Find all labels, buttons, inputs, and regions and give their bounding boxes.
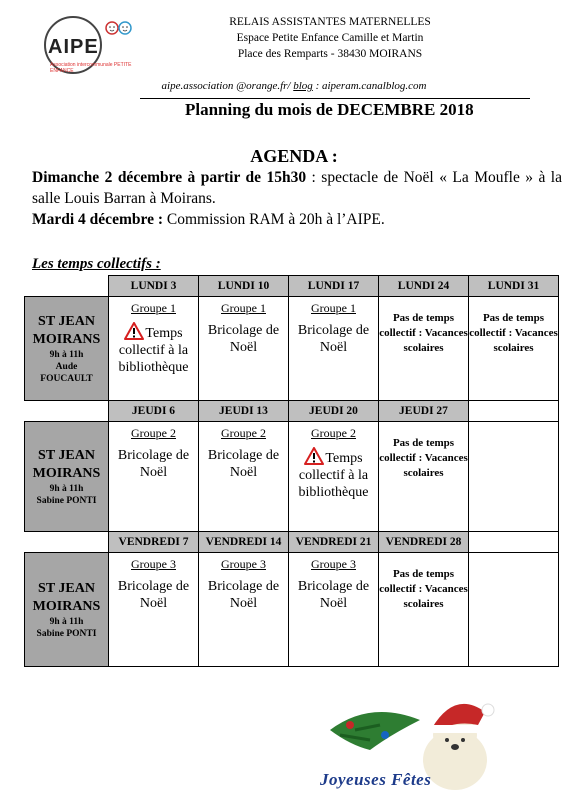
divider [140, 98, 530, 99]
activity-label: Bricolage de Noël [117, 448, 190, 480]
day-header: LUNDI 3 [109, 276, 199, 297]
site-hours: 9h à 11h [49, 483, 84, 494]
day-header: VENDREDI 28 [379, 532, 469, 553]
activity-cell [469, 297, 559, 401]
day-header: VENDREDI 14 [199, 532, 289, 553]
logo-subtitle: Association intercommunale PETITE ENFANCE [50, 62, 132, 74]
group-label: Groupe 1 [311, 301, 356, 315]
site-name2: MOIRANS [32, 598, 101, 614]
blank-cell [25, 276, 109, 297]
group-label: Groupe 1 [221, 301, 266, 315]
site-cell [25, 422, 109, 532]
group-label: Groupe 1 [131, 301, 176, 315]
site-hours: 9h à 11h [49, 349, 84, 360]
activity-cell [379, 422, 469, 532]
day-header [469, 401, 559, 422]
day-header: VENDREDI 21 [289, 532, 379, 553]
header-row [25, 401, 559, 422]
blank-cell [25, 401, 109, 422]
site-hours: 9h à 11h [49, 616, 84, 627]
group-label: Groupe 2 [311, 426, 356, 440]
agenda-text [32, 167, 562, 230]
activity-cell [379, 297, 469, 401]
site-person: Sabine PONTI [36, 495, 97, 506]
activity-label: Temps collectif à la bibliothèque [118, 326, 189, 375]
site-person-2: FOUCAULT [40, 373, 93, 384]
group-label: Groupe 3 [311, 557, 356, 571]
activity-cell [199, 422, 289, 532]
blank-cell [25, 532, 109, 553]
site-cell [25, 553, 109, 667]
header-line3: Place des Remparts - 38430 MOIRANS [237, 48, 423, 60]
site-person: Sabine PONTI [36, 628, 97, 639]
agenda-item1-date: Dimanche 2 décembre à partir de 15h30 [32, 169, 307, 186]
site-cell [25, 297, 109, 401]
activity-label: Bricolage de Noël [207, 323, 280, 355]
header-row [25, 276, 559, 297]
activity-cell [379, 553, 469, 667]
schedule-table [24, 275, 559, 667]
activity-cell [199, 297, 289, 401]
agenda-item2-date: Mardi 4 décembre : [32, 211, 163, 228]
activity-label: Bricolage de Noël [297, 323, 370, 355]
day-header: JEUDI 6 [109, 401, 199, 422]
page-title: Planning du mois de DECEMBRE 2018 [185, 100, 474, 119]
agenda-heading: AGENDA : [250, 146, 338, 166]
no-session-note: Pas de temps collectif : Vacances scolaires [379, 437, 468, 479]
day-header: VENDREDI 7 [109, 532, 199, 553]
joyeuses-fetes-text: Joyeuses Fêtes [320, 770, 432, 789]
section-title: Les temps collectifs : [32, 256, 161, 272]
site-name2: MOIRANS [32, 331, 101, 347]
activity-cell [109, 297, 199, 401]
activity-cell [289, 422, 379, 532]
blog-url[interactable]: : aiperam.canalblog.com [315, 80, 427, 92]
group-label: Groupe 3 [221, 557, 266, 571]
schedule-row [25, 297, 559, 401]
no-session-note: Pas de temps collectif : Vacances scolaires [379, 312, 468, 354]
group-label: Groupe 2 [221, 426, 266, 440]
logo-name: AIPE [48, 36, 99, 58]
group-label: Groupe 3 [131, 557, 176, 571]
day-header: LUNDI 10 [199, 276, 289, 297]
day-header: JEUDI 13 [199, 401, 289, 422]
activity-label: Bricolage de Noël [117, 579, 190, 611]
activity-cell [109, 553, 199, 667]
site-person: Aude [55, 361, 78, 372]
site-name1: ST JEAN [38, 447, 95, 463]
agenda-item2-text: Commission RAM à 20h à l’AIPE. [163, 211, 385, 228]
schedule-row [25, 422, 559, 532]
no-session-note: Pas de temps collectif : Vacances scolaires [469, 312, 558, 354]
no-session-note: Pas de temps collectif : Vacances scolaires [379, 568, 468, 610]
email[interactable]: aipe.association @orange.fr/ [161, 80, 291, 92]
activity-cell [469, 553, 559, 667]
site-name1: ST JEAN [38, 313, 95, 329]
activity-cell [289, 553, 379, 667]
agenda-item1-text: : spectacle de Noël « La Moufle » à la salle Louis Barran à Moirans. [32, 169, 562, 207]
activity-label: Temps collectif à la bibliothèque [298, 451, 369, 500]
activity-label: Bricolage de Noël [297, 579, 370, 611]
warning-icon [124, 322, 144, 340]
header-line2: Espace Petite Enfance Camille et Martin [236, 32, 424, 44]
warning-icon [304, 447, 324, 465]
blog-label[interactable]: blog [293, 80, 313, 92]
activity-cell [289, 297, 379, 401]
site-name1: ST JEAN [38, 580, 95, 596]
activity-label: Bricolage de Noël [207, 579, 280, 611]
day-header: LUNDI 31 [469, 276, 559, 297]
contact-line [0, 80, 588, 92]
schedule-row [25, 553, 559, 667]
activity-cell [199, 553, 289, 667]
activity-label: Bricolage de Noël [207, 448, 280, 480]
site-name2: MOIRANS [32, 465, 101, 481]
activity-cell [109, 422, 199, 532]
header-line1: RELAIS ASSISTANTES MATERNELLES [229, 16, 431, 28]
day-header [469, 532, 559, 553]
group-label: Groupe 2 [131, 426, 176, 440]
activity-cell [469, 422, 559, 532]
children-icon [104, 20, 134, 42]
header-row [25, 532, 559, 553]
day-header: LUNDI 24 [379, 276, 469, 297]
day-header: JEUDI 20 [289, 401, 379, 422]
header-address [180, 14, 480, 62]
day-header: JEUDI 27 [379, 401, 469, 422]
aipe-logo [40, 14, 140, 78]
day-header: LUNDI 17 [289, 276, 379, 297]
